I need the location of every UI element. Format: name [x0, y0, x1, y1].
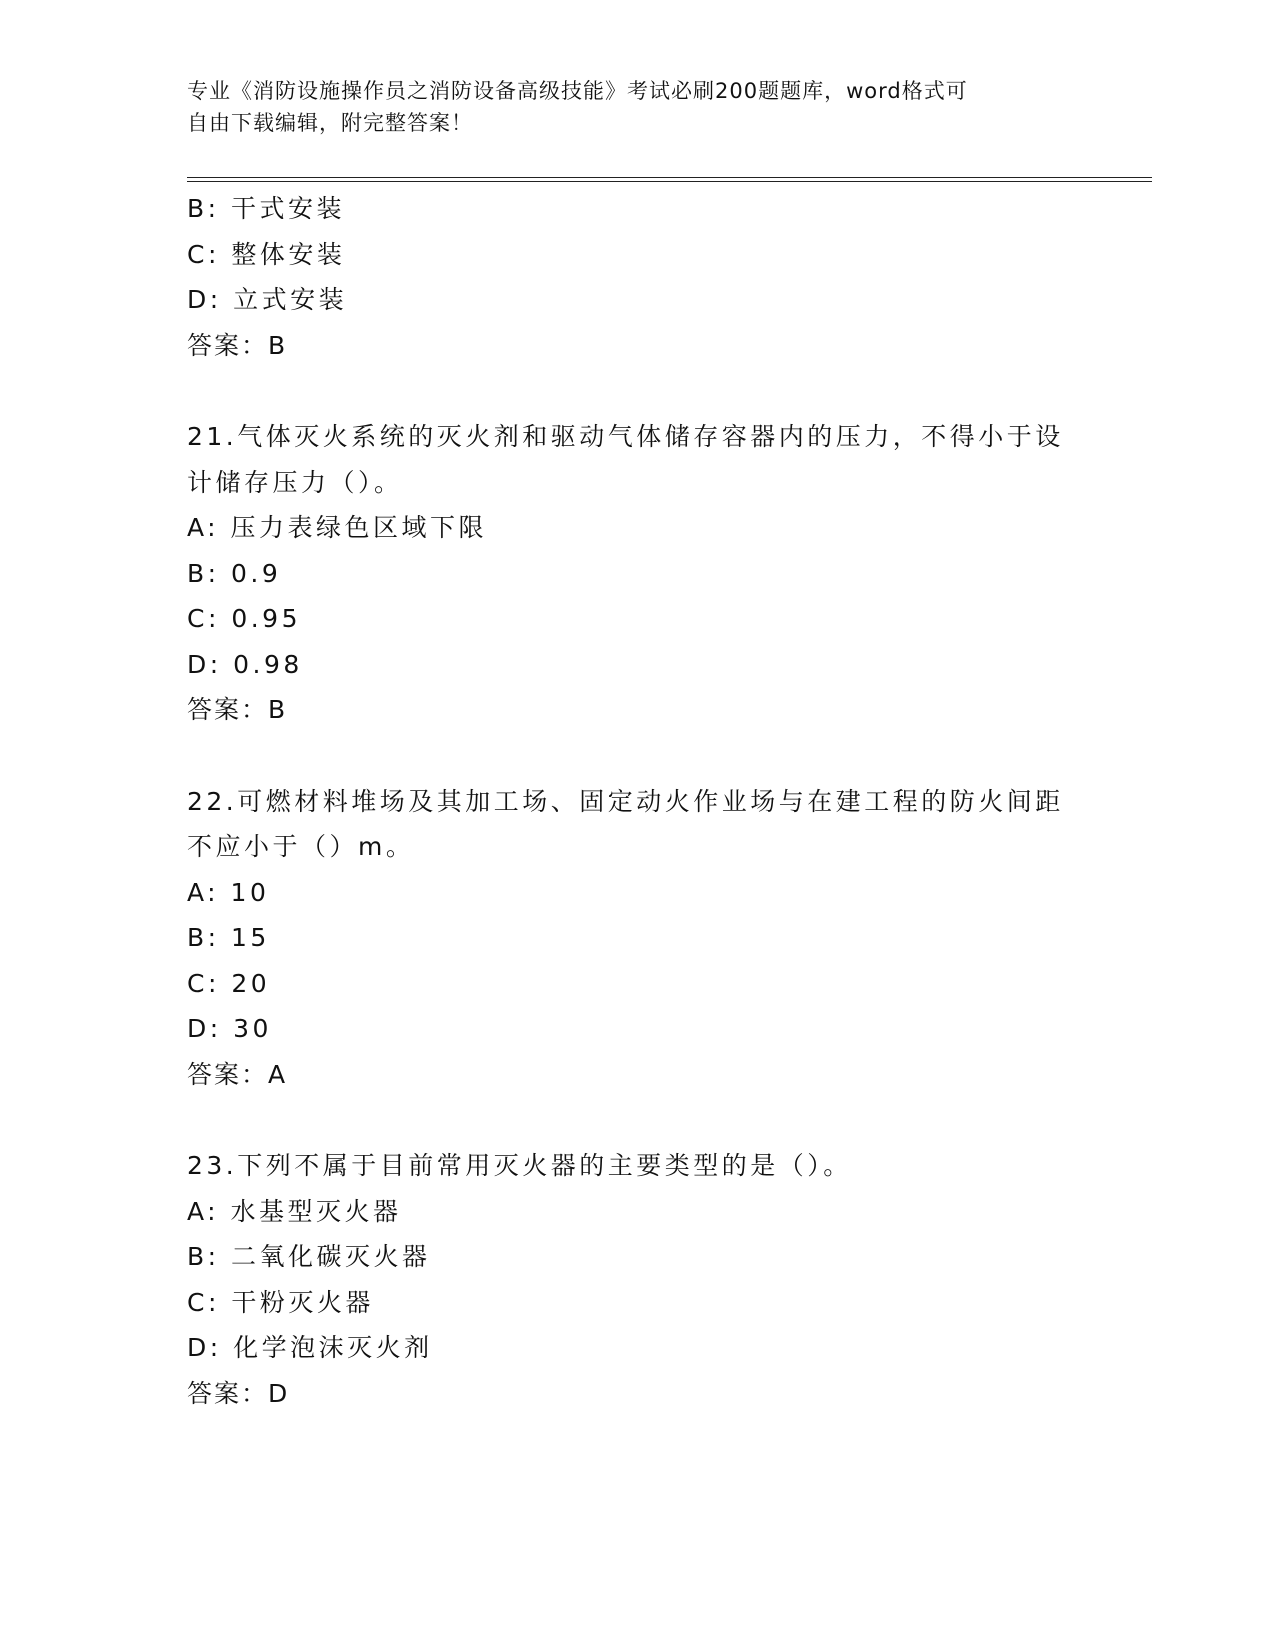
option-a: A: 水基型灭火器	[187, 1196, 402, 1226]
spacer	[187, 368, 1087, 414]
answer-line: 答案：A	[187, 1059, 288, 1089]
question-text-line-1: 23.下列不属于目前常用灭火器的主要类型的是（）。	[187, 1151, 852, 1180]
question-text-line-2: 不应小于（）m。	[187, 832, 415, 861]
question-text-line-1: 21.气体灭火系统的灭火剂和驱动气体储存容器内的压力，不得小于设	[187, 422, 1064, 451]
question-list	[187, 186, 1087, 1416]
option-d: D: 30	[187, 1014, 272, 1043]
option-b: B: 15	[187, 923, 270, 952]
document-header	[187, 75, 1067, 139]
option-b: B: 0.9	[187, 558, 282, 588]
option-c: C: 20	[187, 968, 271, 998]
header-text-line-2: 自由下载编辑，附完整答案！	[187, 111, 473, 135]
header-divider-bottom	[187, 181, 1152, 182]
question-block-22	[187, 779, 1087, 1098]
option-d: D: 立式安装	[187, 285, 348, 314]
answer-line: 答案：B	[187, 330, 288, 360]
answer-line: 答案：B	[187, 695, 288, 724]
header-text-line-1: 专业《消防设施操作员之消防设备高级技能》考试必刷200题题库，word格式可	[187, 79, 968, 103]
question-block-21	[187, 414, 1087, 733]
spacer	[187, 733, 1087, 779]
answer-line: 答案：D	[187, 1378, 290, 1408]
question-block-20	[187, 186, 1087, 368]
option-c: C: 整体安装	[187, 239, 346, 269]
option-b: B: 干式安装	[187, 194, 346, 223]
header-divider-top	[187, 177, 1152, 178]
spacer	[187, 1097, 1087, 1143]
option-c: C: 0.95	[187, 604, 301, 633]
question-block-23	[187, 1143, 1087, 1416]
question-text-line-2: 计储存压力（）。	[187, 467, 403, 497]
option-d: D: 0.98	[187, 649, 303, 679]
option-c: C: 干粉灭火器	[187, 1287, 374, 1317]
option-b: B: 二氧化碳灭火器	[187, 1242, 431, 1271]
option-a: A: 10	[187, 877, 270, 907]
question-text-line-1: 22.可燃材料堆场及其加工场、固定动火作业场与在建工程的防火间距	[187, 786, 1064, 816]
option-d: D: 化学泡沫灭火剂	[187, 1333, 433, 1362]
option-a: A: 压力表绿色区域下限	[187, 513, 488, 542]
